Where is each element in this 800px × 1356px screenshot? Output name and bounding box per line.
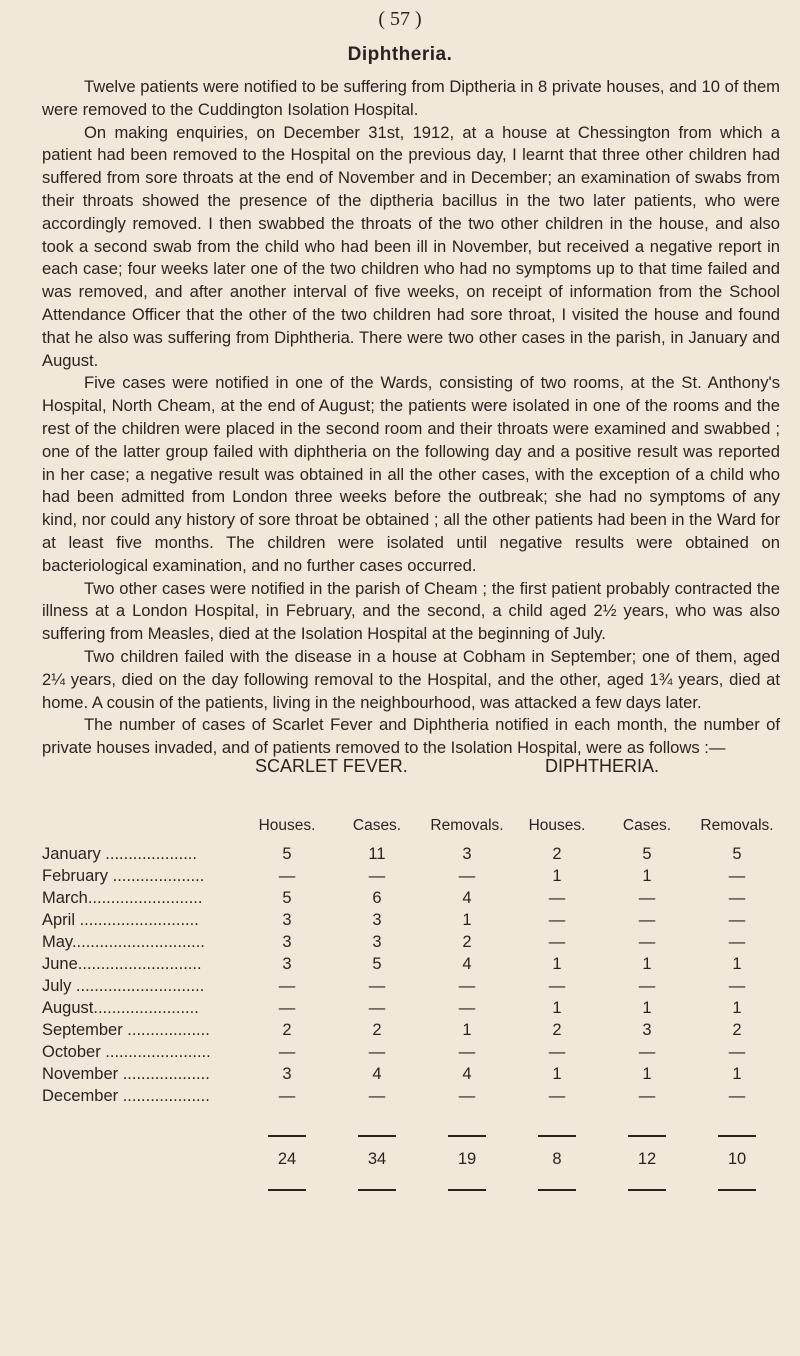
table-cell: — (548, 888, 566, 907)
total-cell: 19 (457, 1149, 477, 1168)
table-cell: 5 (372, 954, 382, 973)
table-cell: — (638, 1042, 656, 1061)
table-cell: — (368, 976, 386, 995)
table-cell: — (278, 976, 296, 995)
table-cell: — (638, 976, 656, 995)
table-row (42, 975, 782, 997)
table-row (42, 843, 782, 865)
table-cell: 1 (732, 998, 742, 1017)
table-row (42, 953, 782, 975)
table-cell: 1 (462, 1020, 472, 1039)
table-cell: — (728, 1086, 746, 1105)
table-row (42, 909, 782, 931)
table-cell: 2 (552, 1020, 562, 1039)
rule-line (718, 1189, 756, 1191)
month-label: February .................... (42, 866, 205, 885)
table-cell: — (458, 866, 476, 885)
rule-line (628, 1189, 666, 1191)
rule-line (358, 1189, 396, 1191)
table-row (42, 931, 782, 953)
table-cell: 1 (642, 866, 652, 885)
rule-line (448, 1135, 486, 1137)
rule-line (268, 1135, 306, 1137)
table-cell: 1 (462, 910, 472, 929)
rule-line (268, 1189, 306, 1191)
table-cell: 4 (462, 1064, 472, 1083)
table-row (42, 887, 782, 909)
rule-line (448, 1189, 486, 1191)
table-cell: — (548, 1042, 566, 1061)
rule-row (42, 1121, 782, 1143)
table-cell: — (278, 998, 296, 1017)
body-text (42, 76, 780, 760)
table-cell: 3 (642, 1020, 652, 1039)
table-cell: — (368, 1086, 386, 1105)
table-cell: — (728, 976, 746, 995)
table-cell: 5 (282, 844, 292, 863)
rule-line (538, 1189, 576, 1191)
table-cell: — (728, 932, 746, 951)
table-cell: 2 (462, 932, 472, 951)
month-label: November ................... (42, 1064, 210, 1083)
column-header: Houses. (528, 817, 586, 834)
month-label: October ....................... (42, 1042, 211, 1061)
table-cell: 5 (732, 844, 742, 863)
table-cell: 4 (462, 888, 472, 907)
table-row (42, 1063, 782, 1085)
table-row (42, 1019, 782, 1041)
table-cell: 1 (732, 954, 742, 973)
table-cell: 3 (462, 844, 472, 863)
section-title: Diphtheria. (347, 44, 453, 65)
table-cell: 2 (372, 1020, 382, 1039)
table-cell: 1 (552, 954, 562, 973)
table-cell: — (548, 932, 566, 951)
column-header: Houses. (258, 817, 316, 834)
table-cell: 1 (552, 1064, 562, 1083)
month-label: March......................... (42, 888, 203, 907)
table-cell: 5 (642, 844, 652, 863)
table-cell: — (548, 1086, 566, 1105)
month-label: July ............................ (42, 976, 205, 995)
paragraph: Five cases were notified in one of the Wards, consisting of two rooms, at the St. Anthony's Hospital, North Cheam, at the end of August; the patients were isolated in one of the rooms and the rest of the children were placed in the second room and their throats were examined and swabbed ; one of the latter group failed with diphtheria on the following day and a positive result was reported in her case; a negative result was obtained in all the other cases, with the exception of a child who had been admitted from London three weeks before the outbreak; she had no symptoms of any kind, nor could any history of sore throat be obtained ; all the other patients had been in the Ward for at least five months. The children were isolated until negative results were obtained on bacteriological examination, and no further cases occurred. (42, 373, 780, 575)
table-cell: 1 (552, 866, 562, 885)
table-cell: 2 (732, 1020, 742, 1039)
rule-line (718, 1135, 756, 1137)
column-header-row (42, 817, 782, 843)
table-cell: 11 (368, 844, 386, 863)
paragraph: Twelve patients were notified to be suffering from Diptheria in 8 private houses, and 10 of them were removed to the Cuddington Isolation Hospital. (42, 77, 780, 119)
table-cell: — (638, 888, 656, 907)
table-cell: 6 (372, 888, 382, 907)
table-cell: — (458, 1086, 476, 1105)
table-cell: — (728, 888, 746, 907)
scarlet-fever-header: SCARLET FEVER. (255, 756, 408, 776)
month-label: January .................... (42, 844, 197, 863)
column-header: Removals. (430, 817, 504, 834)
table-cell: — (368, 866, 386, 885)
table-row (42, 997, 782, 1019)
table-cell: — (458, 1042, 476, 1061)
table-row (42, 1085, 782, 1107)
month-label: April .......................... (42, 910, 199, 929)
table-cell: 3 (372, 910, 382, 929)
table-cell: — (728, 866, 746, 885)
table-cell: 2 (282, 1020, 292, 1039)
table-cell: — (728, 910, 746, 929)
total-cell: 24 (277, 1149, 297, 1168)
table-cell: — (638, 1086, 656, 1105)
page-number: ( 57 ) (378, 8, 422, 30)
column-header: Removals. (700, 817, 774, 834)
paragraph: The number of cases of Scarlet Fever and Diphtheria notified in each month, the number of private houses invaded, and of patients removed to the Isolation Hospital, were as follows :— (42, 715, 780, 758)
total-cell: 10 (727, 1149, 747, 1168)
month-label: June........................... (42, 954, 202, 973)
table-cell: — (278, 866, 296, 885)
totals-row (42, 1143, 782, 1175)
table-cell: 3 (282, 910, 292, 929)
table-row (42, 865, 782, 887)
table-cell: 3 (282, 932, 292, 951)
table-cell: 1 (552, 998, 562, 1017)
month-label: December ................... (42, 1086, 210, 1105)
table-cell: — (548, 910, 566, 929)
table-cell: 1 (642, 954, 652, 973)
rule-line (358, 1135, 396, 1137)
total-cell: 34 (367, 1149, 387, 1168)
table-cell: 4 (372, 1064, 382, 1083)
table-cell: 3 (282, 1064, 292, 1083)
column-header: Cases. (352, 817, 402, 834)
total-cell: 8 (552, 1149, 562, 1168)
table-cell: 2 (552, 844, 562, 863)
table-cell: — (278, 1086, 296, 1105)
paragraph: On making enquiries, on December 31st, 1912, at a house at Chessington from which a patient had been removed to the Hospital on the previous day, I learnt that three other children had suffered from sore throats at the end of November and in December; an examination of swabs from their throats showed the presence of the diptheria bacillus in the two later patients, who were accordingly removed. I then swabbed the throats of the two other children in the house, and also took a second swab from the child who had been ill in November, but received a negative report in each case; four weeks later one of the two children who had no symptoms up to that time failed and was removed, and after another interval of five weeks, on receipt of information from the School Attendance Officer that the other of the two children had sore throat, I visited the house and found that he also was suffering from Diphtheria. There were two other cases in the parish, in January and August. (42, 122, 780, 370)
month-label: May............................. (42, 932, 205, 951)
table-cell: 1 (642, 998, 652, 1017)
table-cell: — (638, 932, 656, 951)
table-cell: 4 (462, 954, 472, 973)
table-cell: — (458, 998, 476, 1017)
rule-row (42, 1175, 782, 1197)
month-label: August....................... (42, 998, 199, 1017)
table-cell: 3 (282, 954, 292, 973)
table-cell: — (728, 1042, 746, 1061)
table-cell: — (548, 976, 566, 995)
table-cell: — (368, 1042, 386, 1061)
table-cell: 5 (282, 888, 292, 907)
table-cell: — (638, 910, 656, 929)
table-cell: 1 (642, 1064, 652, 1083)
total-cell: 12 (637, 1149, 657, 1168)
table-cell: — (458, 976, 476, 995)
table-row (42, 1041, 782, 1063)
table-cell: 1 (732, 1064, 742, 1083)
diphtheria-header: DIPHTHERIA. (545, 756, 660, 776)
month-label: September .................. (42, 1020, 210, 1039)
paragraph: Two children failed with the disease in a house at Cobham in September; one of them, aged 2¼ years, died on the day following removal to the Hospital, and the other, aged 1¾ years, died at home. A cousin of the patients, living in the neighbourhood, was attacked a few days later. (42, 646, 780, 712)
rule-line (538, 1135, 576, 1137)
table-cell: — (278, 1042, 296, 1061)
paragraph: Two other cases were notified in the parish of Cheam ; the first patient probably contracted the illness at a London Hospital, in February, and the second, a child aged 2½ years, who was also suffering from Measles, died at the Isolation Hospital at the beginning of July. (42, 578, 780, 644)
table-cell: — (368, 998, 386, 1017)
column-header: Cases. (622, 817, 672, 834)
rule-line (628, 1135, 666, 1137)
table-cell: 3 (372, 932, 382, 951)
cases-table (42, 817, 782, 1197)
